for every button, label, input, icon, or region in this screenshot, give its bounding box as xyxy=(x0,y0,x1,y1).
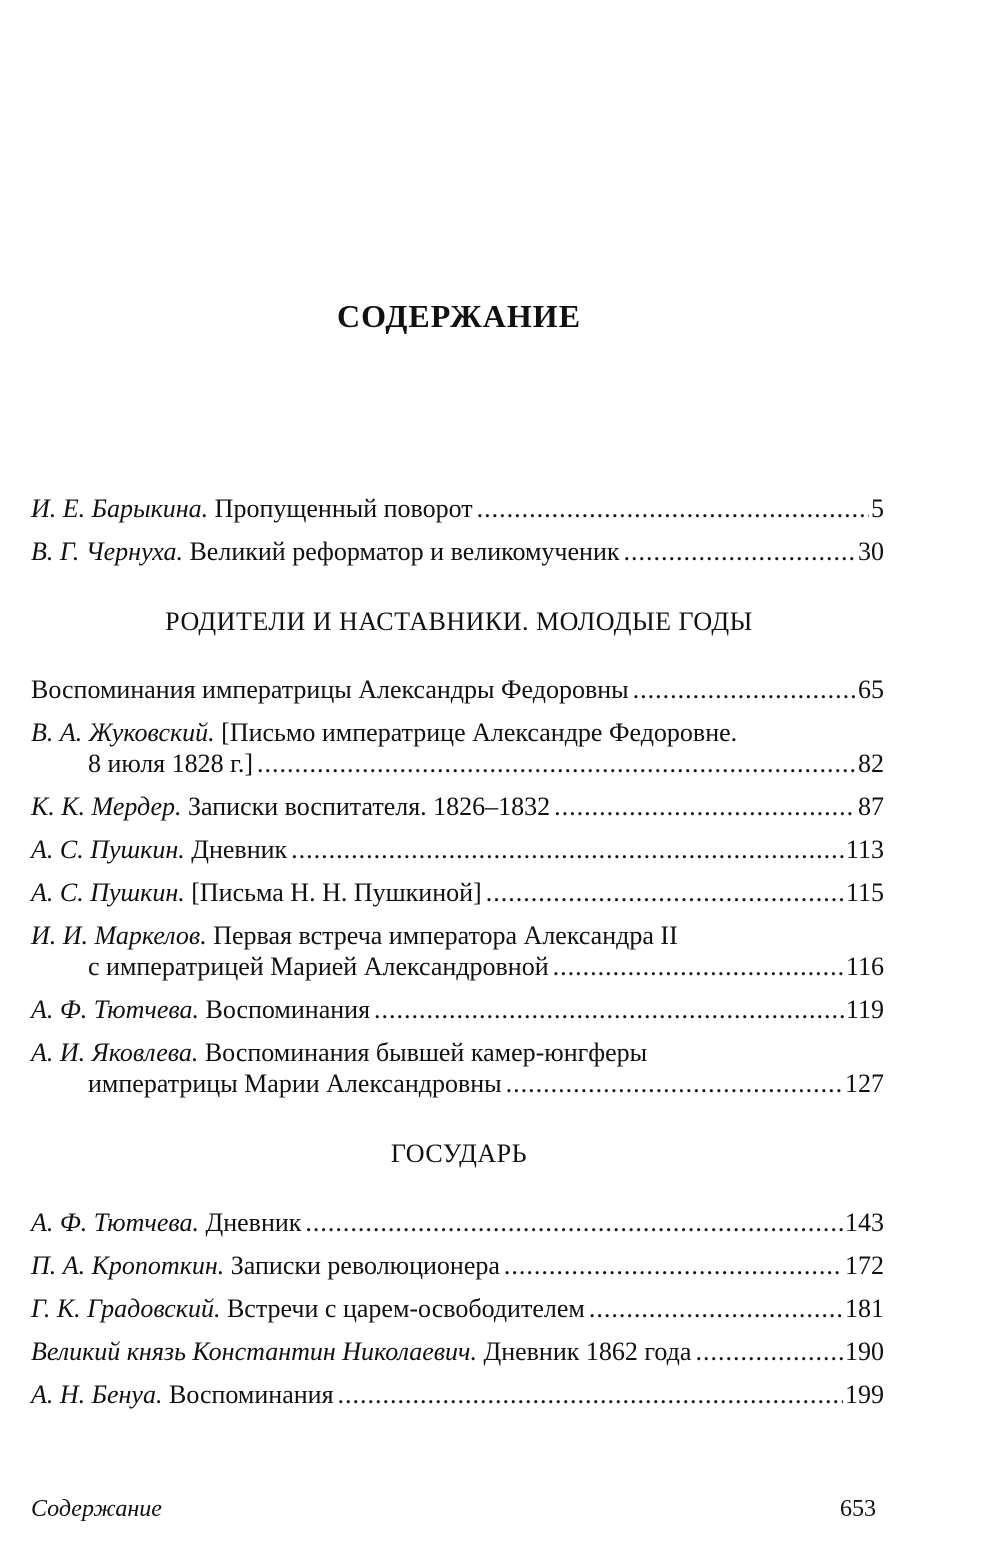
entry-title: [Письма Н. Н. Пушкиной] xyxy=(191,878,482,907)
entry-author: А. Ф. Тютчева. xyxy=(31,1208,199,1237)
table-of-contents xyxy=(31,493,884,1422)
leader-dots xyxy=(553,951,844,982)
entry-title: Воспоминания императрицы Александры Федоровны xyxy=(31,675,629,704)
toc-entry[interactable] xyxy=(31,834,884,865)
toc-entry[interactable] xyxy=(31,536,884,567)
entry-author: А. Ф. Тютчева. xyxy=(31,995,199,1024)
entry-page: 82 xyxy=(858,749,884,778)
entry-page: 116 xyxy=(845,952,884,981)
leader-dots xyxy=(305,1207,843,1238)
toc-entry[interactable] xyxy=(31,791,884,822)
leader-dots xyxy=(374,994,844,1025)
leader-dots xyxy=(554,791,856,822)
entry-author: И. И. Маркелов. xyxy=(31,921,207,950)
page-number: 653 xyxy=(840,1496,876,1522)
entry-title: Дневник xyxy=(191,835,288,864)
entry-author: А. И. Яковлева. xyxy=(31,1038,199,1067)
entry-author: И. Е. Барыкина. xyxy=(31,494,209,523)
toc-entry[interactable] xyxy=(31,1250,884,1281)
entry-title: Воспоминания xyxy=(168,1380,334,1409)
toc-entry[interactable] xyxy=(31,920,884,982)
leader-dots xyxy=(291,834,844,865)
toc-entry[interactable] xyxy=(31,493,884,524)
section-sovereign-group xyxy=(31,1207,884,1410)
entry-author: Г. К. Градовский. xyxy=(31,1294,221,1323)
entry-page: 65 xyxy=(858,675,884,704)
toc-entry[interactable] xyxy=(31,1207,884,1238)
leader-dots xyxy=(477,493,869,524)
entry-page: 199 xyxy=(845,1380,884,1409)
entry-author: А. С. Пушкин. xyxy=(31,878,185,907)
entry-author: Великий князь Константин Николаевич. xyxy=(31,1337,477,1366)
leader-dots xyxy=(623,536,856,567)
section-parents-group xyxy=(31,674,884,1099)
entry-page: 113 xyxy=(845,835,884,864)
entry-title: Записки воспитателя. 1826–1832 xyxy=(188,792,551,821)
entry-title: Пропущенный поворот xyxy=(214,494,473,523)
entry-title: [Письмо императрице Александре Федоровне. xyxy=(221,718,738,747)
leader-dots xyxy=(633,674,856,705)
leader-dots xyxy=(695,1336,843,1367)
toc-entry[interactable] xyxy=(31,994,884,1025)
entry-author: В. А. Жуковский. xyxy=(31,718,215,747)
toc-entry[interactable] xyxy=(31,717,884,779)
leader-dots xyxy=(506,1068,843,1099)
entry-page: 119 xyxy=(845,995,884,1024)
entry-author: В. Г. Чернуха. xyxy=(31,537,183,566)
entry-page: 5 xyxy=(871,494,884,523)
entry-title-cont: с императрицей Марией Александровной xyxy=(88,952,549,981)
intro-group xyxy=(31,493,884,567)
toc-entry[interactable] xyxy=(31,877,884,908)
entry-page: 143 xyxy=(845,1208,884,1237)
entry-page: 115 xyxy=(845,878,884,907)
running-title: Содержание xyxy=(31,1496,162,1522)
section-heading: ГОСУДАРЬ xyxy=(390,1139,528,1168)
entry-title-cont: императрицы Марии Александровны xyxy=(88,1069,502,1098)
leader-dots xyxy=(257,748,856,779)
section-heading: РОДИТЕЛИ И НАСТАВНИКИ. МОЛОДЫЕ ГОДЫ xyxy=(165,607,753,636)
entry-title: Воспоминания бывшей камер-юнгферы xyxy=(204,1038,648,1067)
entry-page: 172 xyxy=(845,1251,884,1280)
entry-title: Дневник 1862 года xyxy=(483,1337,692,1366)
entry-title: Встречи с царем-освободителем xyxy=(226,1294,585,1323)
toc-entry[interactable] xyxy=(31,1379,884,1410)
leader-dots xyxy=(589,1293,843,1324)
entry-author: А. С. Пушкин. xyxy=(31,835,185,864)
entry-title: Записки революционера xyxy=(230,1251,500,1280)
leader-dots xyxy=(504,1250,843,1281)
entry-title: Воспоминания xyxy=(205,995,371,1024)
entry-page: 87 xyxy=(858,792,884,821)
entry-title: Великий реформатор и великомученик xyxy=(189,537,620,566)
entry-author: А. Н. Бенуа. xyxy=(31,1380,163,1409)
entry-page: 190 xyxy=(845,1337,884,1366)
page-title: СОДЕРЖАНИЕ xyxy=(336,298,582,334)
entry-page: 30 xyxy=(858,537,884,566)
entry-author: К. К. Мердер. xyxy=(31,792,182,821)
toc-entry[interactable] xyxy=(31,674,884,705)
leader-dots xyxy=(486,877,844,908)
toc-entry[interactable] xyxy=(31,1037,884,1099)
toc-entry[interactable] xyxy=(31,1293,884,1324)
entry-title-cont: 8 июля 1828 г.] xyxy=(88,749,254,778)
entry-title: Дневник xyxy=(205,1208,302,1237)
entry-page: 181 xyxy=(845,1294,884,1323)
entry-page: 127 xyxy=(845,1069,884,1098)
entry-title: Первая встреча императора Александра II xyxy=(213,921,678,950)
entry-author: П. А. Кропоткин. xyxy=(31,1251,225,1280)
toc-entry[interactable] xyxy=(31,1336,884,1367)
leader-dots xyxy=(338,1379,843,1410)
